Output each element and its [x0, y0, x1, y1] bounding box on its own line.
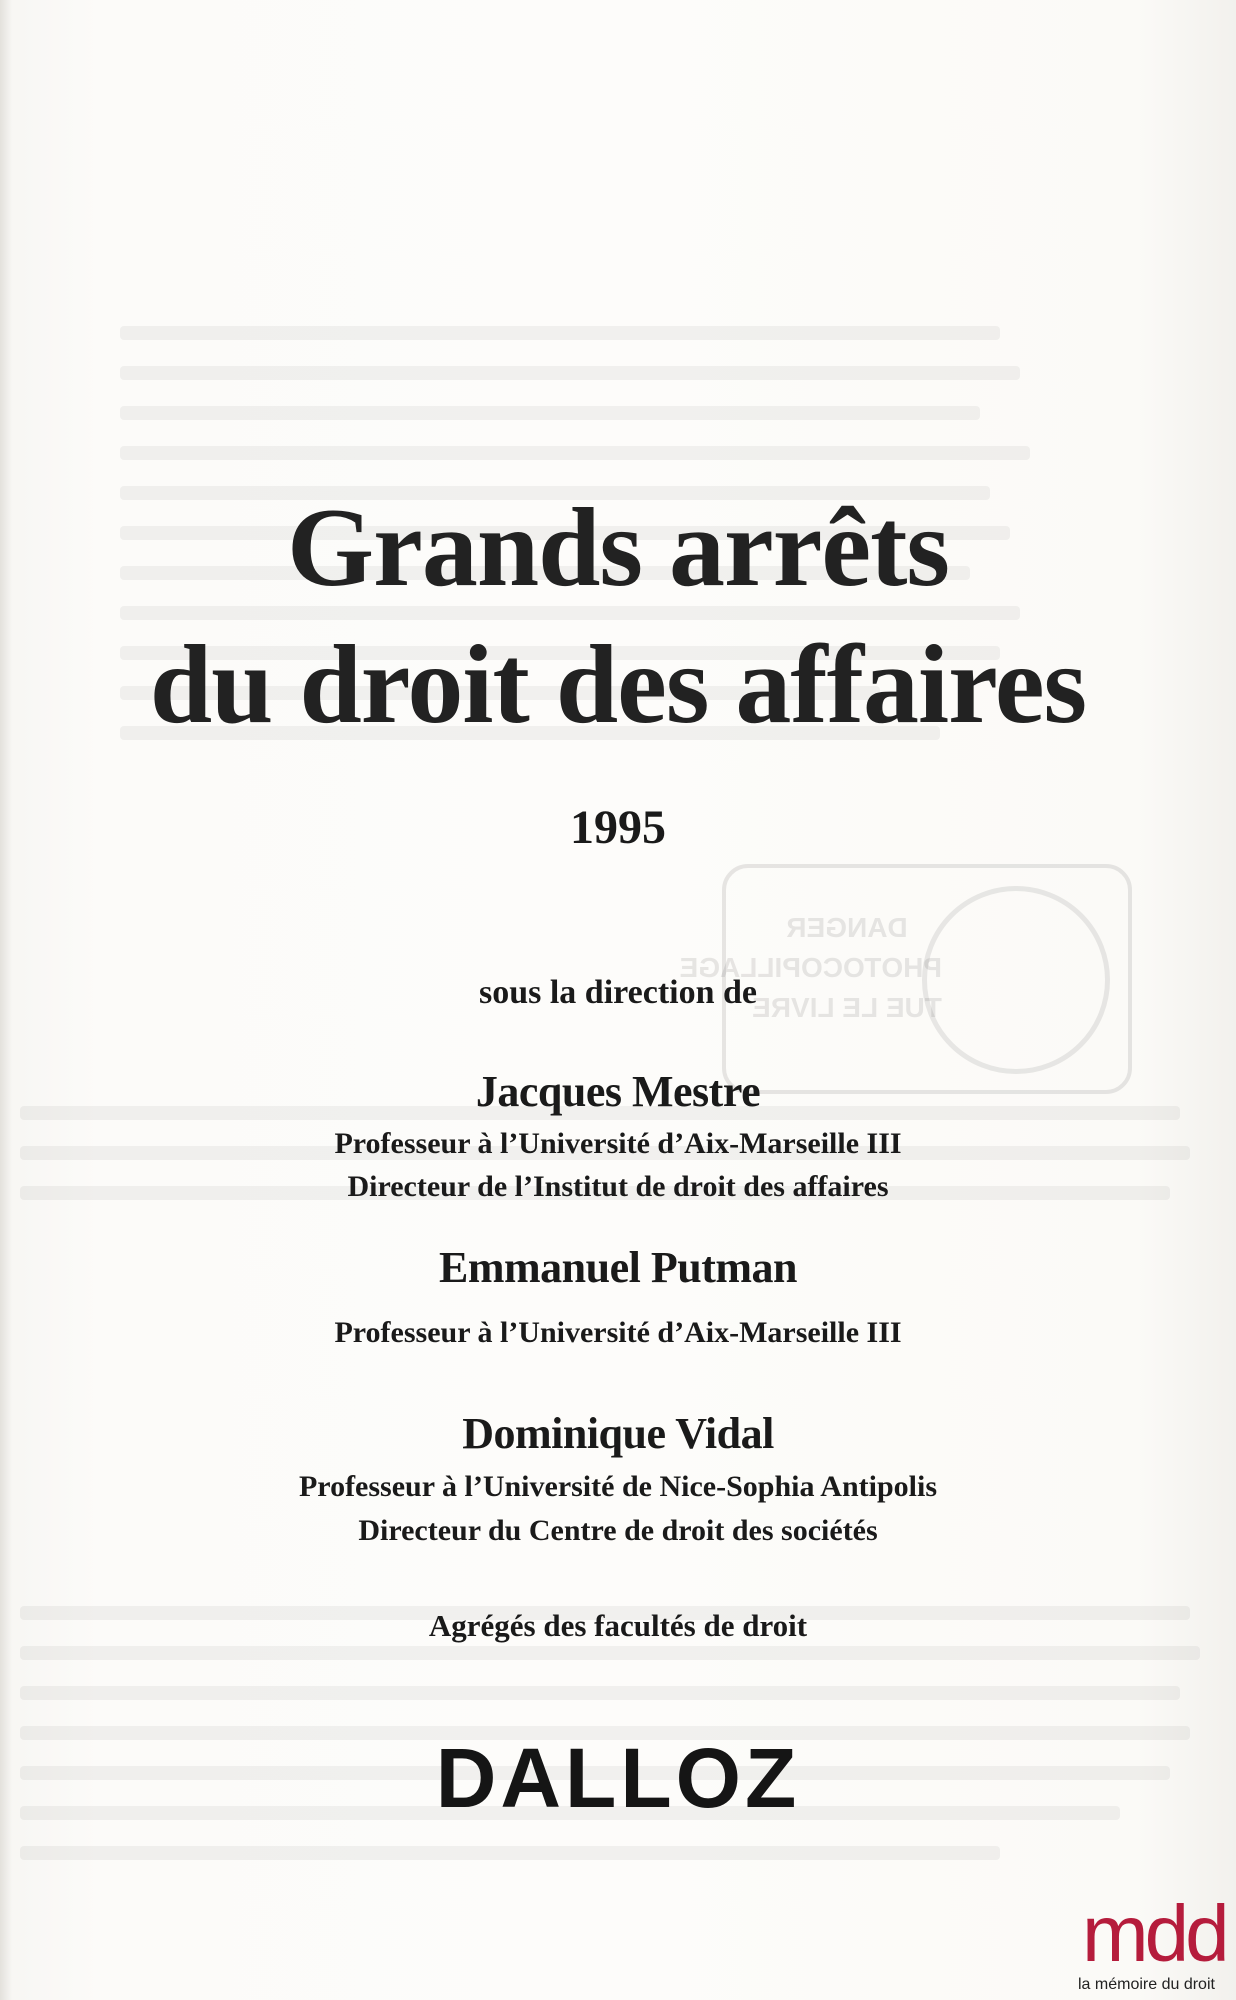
- book-title-line-1: Grands arrêts: [286, 486, 949, 610]
- author-qualification: Agrégés des facultés de droit: [428, 1608, 808, 1643]
- author-role: Directeur de l’Institut de droit des affaires: [347, 1170, 889, 1203]
- author-role: Professeur à l’Université d’Aix-Marseille III: [334, 1316, 902, 1349]
- stamp-line-3: TUE LE LIVRE: [752, 992, 942, 1023]
- stamp-line-1: DANGER: [786, 912, 908, 943]
- stamp-line-2: PHOTOCOPILLAGE: [679, 952, 942, 983]
- author-role: Professeur à l’Université de Nice-Sophia Antipolis: [298, 1470, 938, 1503]
- author-role: Directeur du Centre de droit des sociétés: [358, 1514, 878, 1547]
- edition-year: 1995: [570, 801, 666, 854]
- author-name: Jacques Mestre: [475, 1067, 761, 1116]
- book-title-line-2: du droit des affaires: [149, 623, 1087, 747]
- mdd-logo-caption: la mémoire du droit: [1078, 1976, 1215, 1993]
- direction-label: sous la direction de: [478, 974, 757, 1011]
- mdd-watermark-logo: [1070, 1889, 1236, 2000]
- author-name: Emmanuel Putman: [439, 1243, 797, 1292]
- mdd-logo-icon: mdd: [1082, 1889, 1226, 1978]
- author-name: Dominique Vidal: [462, 1409, 774, 1458]
- author-role: Professeur à l’Université d’Aix-Marseille III: [334, 1127, 902, 1160]
- publisher-logo: DALLOZ: [435, 1731, 801, 1825]
